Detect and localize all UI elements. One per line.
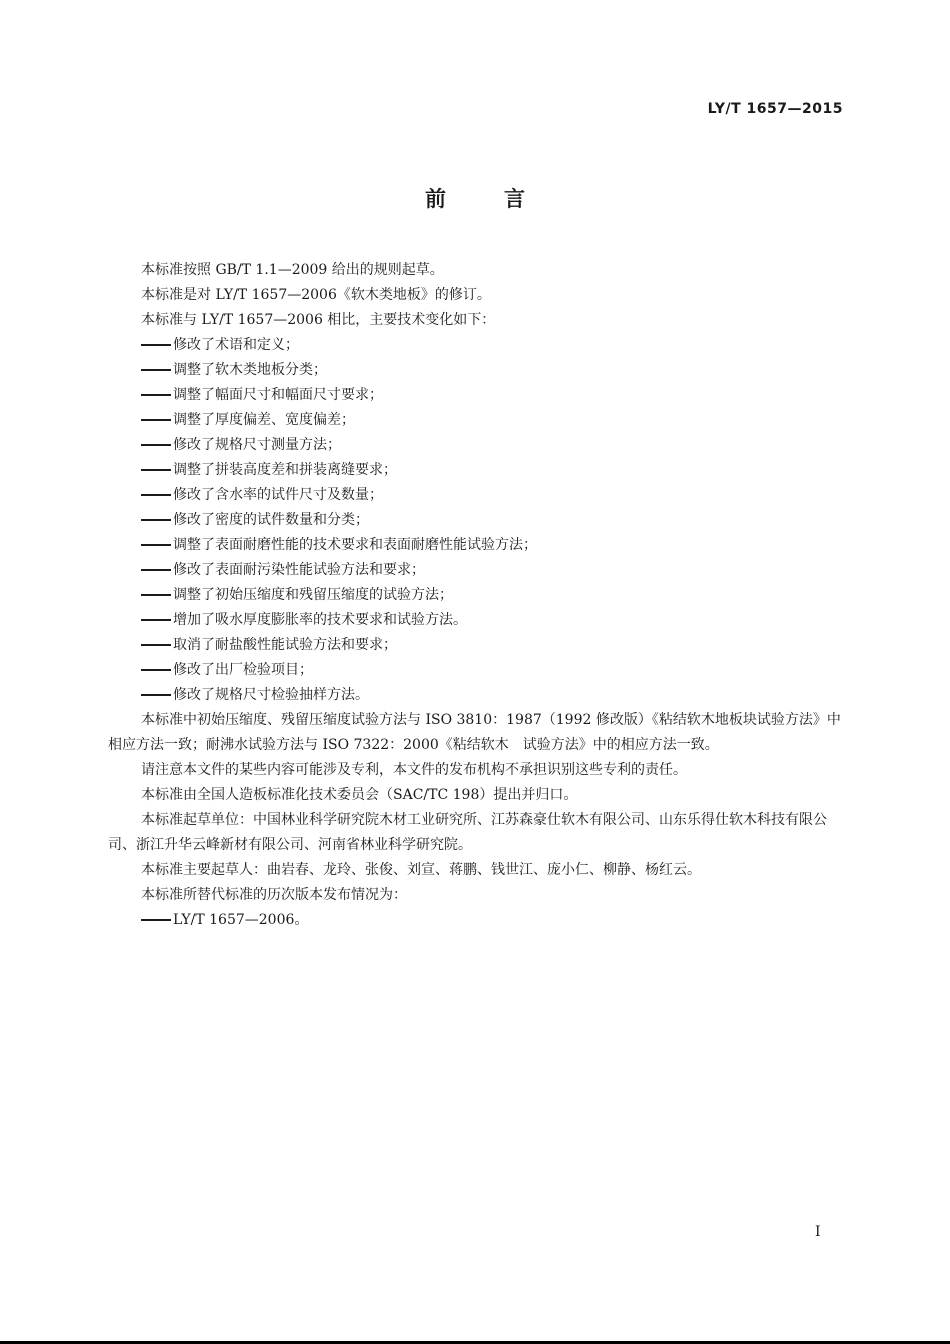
change-item-text: 调整了厚度偏差、宽度偏差； <box>173 412 355 428</box>
change-item-text: 修改了规格尺寸检验抽样方法。 <box>173 687 369 703</box>
dash-mark <box>141 369 171 371</box>
change-item-text: 修改了密度的试件数量和分类； <box>173 512 369 528</box>
change-item-text: 调整了拼装高度差和拼装离缝要求； <box>173 462 397 478</box>
dash-mark <box>141 669 171 671</box>
dash-mark <box>141 344 171 346</box>
change-item-text: 调整了表面耐磨性能的技术要求和表面耐磨性能试验方法； <box>173 537 537 553</box>
page-number: I <box>815 1224 821 1240</box>
change-item-text: 取消了耐盐酸性能试验方法和要求； <box>173 637 397 653</box>
dash-mark <box>141 919 171 921</box>
dash-mark <box>141 419 171 421</box>
dash-mark <box>141 594 171 596</box>
change-item <box>108 458 842 483</box>
dash-mark <box>141 494 171 496</box>
change-item-text: 修改了出厂检验项目； <box>173 662 313 678</box>
dash-mark <box>141 519 171 521</box>
change-item <box>108 633 842 658</box>
preface-body <box>108 258 842 933</box>
change-item <box>108 558 842 583</box>
change-item-text: 增加了吸水厚度膨胀率的技术要求和试验方法。 <box>173 612 467 628</box>
intro-paragraph: 本标准按照 GB/T 1.1—2009 给出的规则起草。 <box>141 262 444 278</box>
change-item <box>108 433 842 458</box>
change-item <box>108 583 842 608</box>
dash-mark <box>141 394 171 396</box>
dash-mark <box>141 569 171 571</box>
closing-paragraph: 本标准主要起草人：曲岩春、龙玲、张俊、刘宣、蒋鹏、钱世江、庞小仁、柳静、杨红云。 <box>141 862 701 878</box>
change-item-text: 调整了初始压缩度和残留压缩度的试验方法； <box>173 587 453 603</box>
closing-paragraph: 本标准由全国人造板标准化技术委员会（SAC/TC 198）提出并归口。 <box>141 787 578 803</box>
intro-paragraph: 本标准与 LY/T 1657—2006 相比，主要技术变化如下： <box>141 312 496 328</box>
intro-paragraph: 本标准是对 LY/T 1657—2006《软木类地板》的修订。 <box>141 287 491 303</box>
dash-mark <box>141 694 171 696</box>
document-code: LY/T 1657—2015 <box>707 101 843 117</box>
change-item-text: 修改了含水率的试件尺寸及数量； <box>173 487 383 503</box>
change-item <box>108 683 842 708</box>
change-item <box>108 483 842 508</box>
change-item <box>108 508 842 533</box>
change-item-text: 调整了幅面尺寸和幅面尺寸要求； <box>173 387 383 403</box>
change-item <box>108 383 842 408</box>
change-item <box>108 658 842 683</box>
closing-paragraph: 本标准起草单位：中国林业科学研究院木材工业研究所、江苏森豪仕软木有限公司、山东乐得仕软木科技有限公司、浙江升华云峰新材有限公司、河南省林业科学研究院。 <box>108 812 827 853</box>
change-item <box>108 608 842 633</box>
dash-mark <box>141 619 171 621</box>
history-item <box>108 908 842 933</box>
change-item <box>108 533 842 558</box>
change-item-text: 修改了术语和定义； <box>173 337 299 353</box>
dash-mark <box>141 644 171 646</box>
closing-paragraph: 本标准所替代标准的历次版本发布情况为： <box>141 887 407 903</box>
dash-mark <box>141 544 171 546</box>
change-item <box>108 333 842 358</box>
dash-mark <box>141 469 171 471</box>
history-item-text: LY/T 1657—2006。 <box>173 912 309 928</box>
closing-paragraph: 请注意本文件的某些内容可能涉及专利，本文件的发布机构不承担识别这些专利的责任。 <box>141 762 687 778</box>
change-item <box>108 358 842 383</box>
page-title: 前言 <box>425 187 583 211</box>
change-item-text: 修改了表面耐污染性能试验方法和要求； <box>173 562 425 578</box>
dash-mark <box>141 444 171 446</box>
change-item-text: 调整了软木类地板分类； <box>173 362 327 378</box>
closing-paragraph: 本标准中初始压缩度、残留压缩度试验方法与 ISO 3810：1987（1992 修改版）《粘结软木地板块试验方法》中相应方法一致；耐沸水试验方法与 ISO 7322：2000《粘结软木 试验方法》中的相应方法一致。 <box>108 712 841 753</box>
change-item <box>108 408 842 433</box>
change-item-text: 修改了规格尺寸测量方法； <box>173 437 341 453</box>
